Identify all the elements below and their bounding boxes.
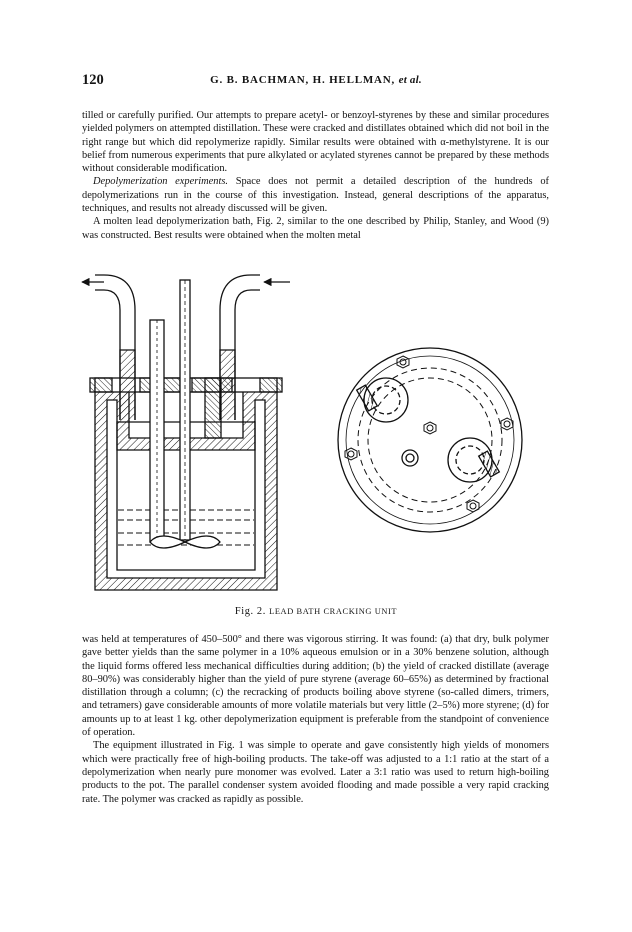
figure-lead-bath-cracking-unit (80, 270, 555, 610)
paragraph-results: was held at temperatures of 450–500° and there was vigorous stirring. It was found: (a) that dry, bulk polymer gave better yields than the same polymer in a 10% aqueous emulsion or in a 30% benzene solution, although the liquid forms offered less mechanical difficulties during addition; (b) the yield of cracked distillate (average 80–90%) was considerably higher than the yield of pure styrene (average 60–65%) as determined by fractional distillation through a column; (c) the recracking of products boiling above styrene (so-called dimers, trimers, and tetramers) gave considerable amounts of more volatile materials but very little (2–5%) more styrene; (d) for amounts up to at least 1 kg. other depolymerization equipment is preferable from the standpoint of convenience of operation. (82, 634, 549, 739)
cross-section-drawing (82, 275, 290, 590)
paragraph-continued: tilled or carefully purified. Our attempts to prepare acetyl- or benzoyl-styrenes by these and similar procedures yielded polymers on attempted distillation. These were cracked and distillates obtained which did not boil in the right range but which did repolymerize rapidly. Similar results were obtained with α-methylstyrene. It is our belief from numerous experiments that pure alkylated or acylated styrenes cannot be prepared by these methods without considerable modification. (82, 110, 549, 175)
page-number: 120 (82, 72, 104, 88)
paragraph-lead-in: Depolymerization experiments. (93, 176, 228, 188)
paragraph-equipment: The equipment illustrated in Fig. 1 was simple to operate and gave consistently high yields of monomers which were practically free of high-boiling products. The take-off was adjusted to a 1:1 ratio at the start of a depolymerization when nearly pure monomer was evolved. Later a 3:1 ratio was used to return high-boiling products to the pot. The parallel condenser system avoided flooding and made possible a very rapid cracking rate. The polymer was cracked as rapidly as possible. (82, 740, 549, 805)
paragraph-depolymerization (82, 175, 549, 215)
caption-prefix: Fig. (234, 606, 254, 617)
et-al: et al. (398, 74, 422, 86)
body-text-bottom (82, 633, 549, 806)
running-head-authors (82, 74, 550, 86)
caption-number: 2. (256, 606, 266, 617)
figure-caption (82, 606, 550, 617)
caption-title: LEAD BATH CRACKING UNIT (269, 607, 398, 616)
running-header (82, 72, 550, 92)
paragraph-text: Space does not permit a detailed description of the hundreds of depolymerizations run in the course of this investigation. Instead, general descriptions of the apparatus, techniques, and results not already discussed will be given. (82, 176, 549, 215)
body-text-top (82, 109, 549, 242)
paragraph-lead-bath: A molten lead depolymerization bath, Fig. 2, similar to the one described by Philip, Stanley, and Wood (9) was constructed. Best results were obtained when the molten metal (82, 216, 549, 241)
author-names: G. B. BACHMAN, H. HELLMAN, (210, 74, 396, 86)
plan-view-drawing (338, 348, 522, 532)
